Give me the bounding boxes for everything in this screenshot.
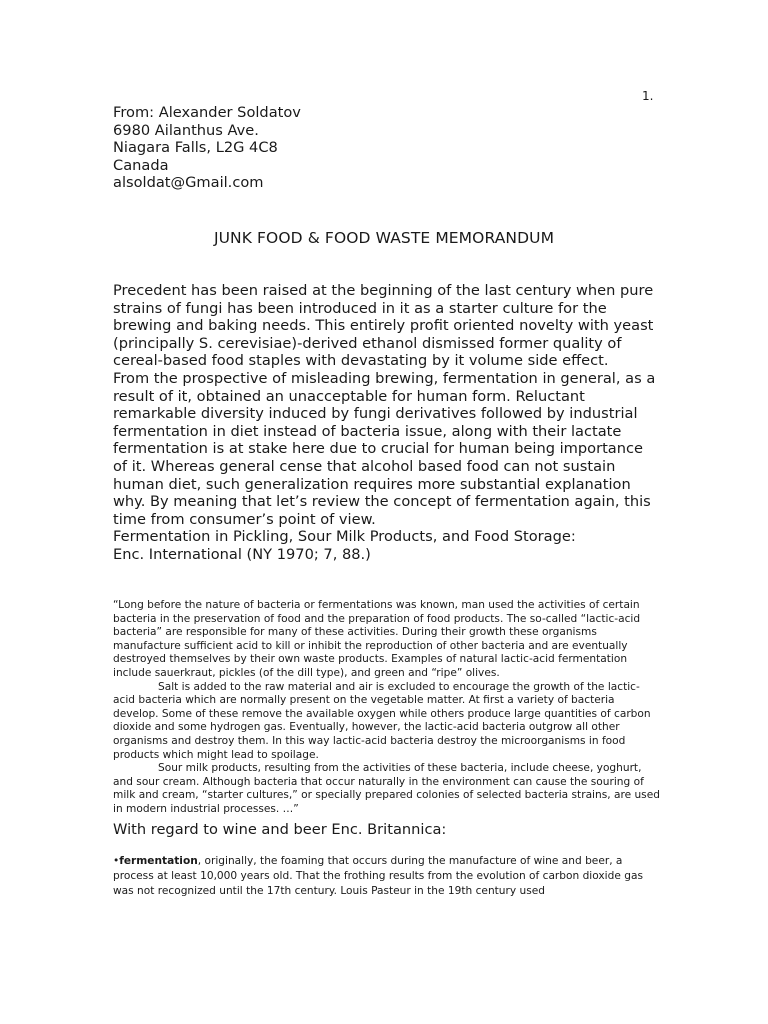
sender-street: 6980 Ailanthus Ave. (113, 121, 259, 139)
page-number: 1. (642, 89, 654, 103)
sender-address-block (113, 104, 301, 192)
body-paragraph: Fermentation in Pickling, Sour Milk Products, and Food Storage: (113, 528, 576, 546)
quote-paragraph: “Long before the nature of bacteria or fermentations was known, man used the activities of certain bacteria in the preservation of food and the preparation of food products. The so-called “lactic-acid bacteria” are responsible for many of these activities. During their growth these organisms manufacture sufficient acid to kill or inhibit the reproduction of other bacteria and are eventually destroyed themselves by their own waste products. Examples of natural lactic-acid fermentation include sauerkraut, pickles (of the dill type), and green and “ripe” olives. (113, 599, 641, 679)
memo-body (113, 282, 661, 564)
body-paragraph: From the prospective of misleading brewing, fermentation in general, as a result of it, obtained an unacceptable for human form. Reluctant remarkable diversity induced by fungi derivatives followed by industrial fermentation in diet instead of bacteria issue, along with their lactate fermentation is at stake here due to crucial for human being importance of it. Whereas general cense that alcohol based food can not sustain human diet, such generalization requires more substantial explanation why. By meaning that let’s review the concept of fermentation again, this time from consumer’s point of view. (113, 369, 656, 528)
britannica-intro: With regard to wine and beer Enc. Britannica: (113, 821, 447, 838)
definition-term: fermentation (119, 855, 198, 867)
sender-country: Canada (113, 156, 169, 174)
document-title: JUNK FOOD & FOOD WASTE MEMORANDUM (213, 229, 555, 247)
body-paragraph: Precedent has been raised at the beginning of the last century when pure strains of fungi has been introduced in it as a starter culture for the brewing and baking needs. This entirely profit oriented novelty with yeast (principally S. cerevisiae)-derived ethanol dismissed former quality of cereal-based food staples with devastating by it volume side effect. (113, 282, 654, 370)
citation: Enc. International (NY 1970; 7, 88.) (113, 545, 371, 563)
definition-text: , originally, the foaming that occurs during the manufacture of wine and beer, a process at least 10,000 years old. That the frothing results from the evolution of carbon dioxide gas was not recognized until the 17th century. Louis Pasteur in the 19th century used (113, 855, 643, 897)
bullet-icon: • (113, 855, 120, 867)
sender-name: From: Alexander Soldatov (113, 104, 301, 121)
sender-city: Niagara Falls, L2G 4C8 (113, 139, 278, 157)
sender-email: alsoldat@Gmail.com (113, 174, 264, 192)
quote-paragraph: Sour milk products, resulting from the activities of these bacteria, include cheese, yoghurt, and sour cream. Although bacteria that occur naturally in the environment can cause the souring of milk and cream, “starter cultures,” or specially prepared colonies of selected bacteria strains, are used in modern industrial processes. …” (113, 762, 660, 815)
quote-paragraph: Salt is added to the raw material and air is excluded to encourage the growth of the lactic-acid bacteria which are normally present on the vegetable matter. At first a variety of bacteria develop. Some of these remove the available oxygen while others produce large quantities of carbon dioxide and some hydrogen gas. Eventually, however, the lactic-acid bacteria outgrow all other organisms and destroy them. In this way lactic-acid bacteria destroy the microorganisms in food products which might lead to spoilage. (113, 680, 651, 761)
quotation-block (113, 599, 661, 817)
definition-entry (113, 854, 661, 898)
